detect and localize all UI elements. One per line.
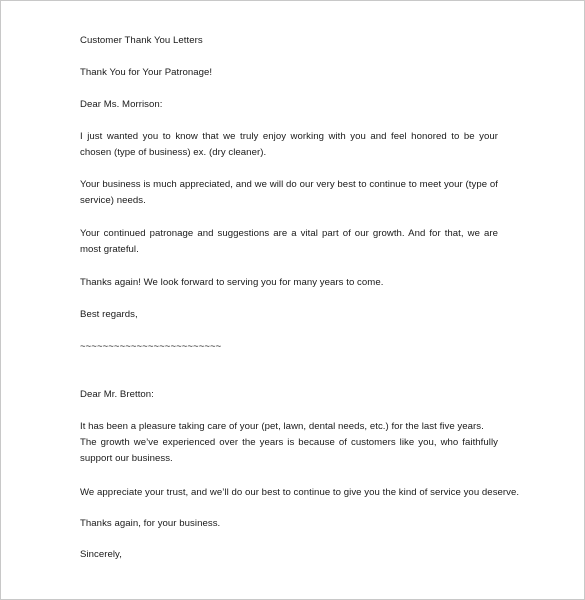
document-heading: Customer Thank You Letters <box>80 35 203 46</box>
letter1-salutation: Dear Ms. Morrison: <box>80 99 163 110</box>
letter1-paragraph-2: Your business is much appreciated, and we will do our very best to continue to meet your (type of service) needs. <box>80 179 498 206</box>
signature-line: ~~~~~~~~~~~~~~~~~~~~~~~~~ <box>80 341 222 352</box>
letter2-paragraph-1-line-2: The growth we’ve experienced over the years is because of customers like you, who faithfully support our business. <box>80 437 498 464</box>
letter2-paragraph-1-line-1: It has been a pleasure taking care of your (pet, lawn, dental needs, etc.) for the last five years. <box>80 421 484 432</box>
letter2-closing: Sincerely, <box>80 549 122 560</box>
letter2-paragraph-3: Thanks again, for your business. <box>80 518 221 529</box>
document-subheading: Thank You for Your Patronage! <box>80 67 213 78</box>
letter2-paragraph-2: We appreciate your trust, and we’ll do our best to continue to give you the kind of service you deserve. <box>80 487 520 498</box>
letter1-paragraph-4: Thanks again! We look forward to serving you for many years to come. <box>80 277 384 288</box>
letter1-paragraph-3: Your continued patronage and suggestions are a vital part of our growth. And for that, we are most grateful. <box>80 228 498 255</box>
letter1-closing: Best regards, <box>80 309 138 320</box>
letter1-paragraph-1: I just wanted you to know that we truly enjoy working with you and feel honored to be your chosen (type of business) ex. (dry cleaner). <box>80 131 498 158</box>
letter2-salutation: Dear Mr. Bretton: <box>80 389 154 400</box>
